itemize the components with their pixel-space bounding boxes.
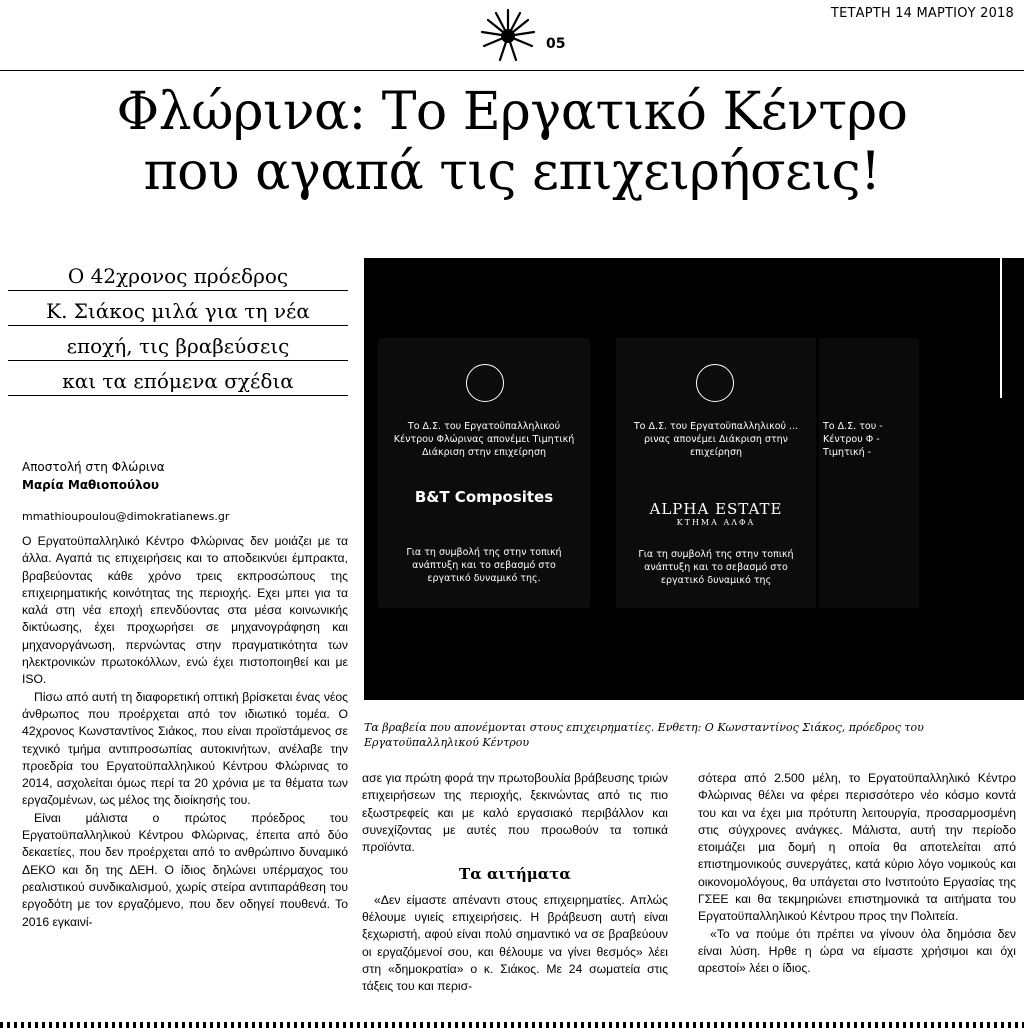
paragraph: Ο Εργατοϋπαλληλικό Κέντρο Φλώρινας δεν μοιάζει με τα άλλα. Αγαπά τις επιχειρήσεις και το αποδεικνύει έμπρακτα, βραβεύοντας κάθε χρόνο τρεις εκπροσώπους της επιχειρηματικής κοινότητας της περιοχής. Εχει μπει για τα καλά στη νέα εποχή επενδύοντας στα μέσα κοινωνικής δικτύωσης, έχει προχωρήσει σε μηχανογράφηση και μηχανοργάνωση, περνώντας στην πραγματικότητα των ηλεκτρονικών πρωτοκόλλων, ενώ έχει πιστοποιηθεί και με ISO.	[22, 534, 348, 687]
paragraph: Πίσω από αυτή τη διαφορετική οπτική βρίσκεται ένας νέος άνθρωπος που προέρχεται από τον ιδιωτικό τομέα. Ο 42χρονος Κωνσταντίνος Σιάκος, που είναι προϊστάμενος σε τεχνικό τμήμα αντιπροσωπίας αυτοκινήτων, ανέλαβε την προεδρία του Εργατοϋπαλληλικού Κέντρου Φλώρινας το 2014, ασχολείται όμως περί τα 20 χρόνια με τα θέματα των εργαζομένων, ως μέλος της διοίκησής του.	[22, 689, 348, 808]
plaque-emblem-icon	[466, 364, 504, 402]
byline-email[interactable]: mmathioupoulou@dimokratianews.gr	[22, 510, 230, 523]
award-plaque-3	[819, 338, 919, 608]
plaque-3-text: Το Δ.Σ. του - Κέντρου Φ - Τιμητική -	[823, 421, 883, 458]
header-rule	[0, 70, 1024, 71]
plaque-2-company	[624, 500, 808, 527]
inset-photo-frame	[1000, 258, 1024, 398]
headline-line-1: Φλώρινα: Το Εργατικό Κέντρο	[116, 82, 908, 142]
issue-date: ΤΕΤΑΡΤΗ 14 ΜΑΡΤΙΟΥ 2018	[830, 6, 1014, 21]
paragraph: «Το να πούμε ότι πρέπει να γίνουν όλα δημόσια δεν είναι λύση. Ηρθε η ώρα να είμαστε χρήσιμοι και όχι αρεστοί» λέει ο ίδιος.	[698, 926, 1016, 976]
section-heading: Τα αιτήματα	[459, 865, 571, 884]
plaque-1-reason: Για τη συμβολή της στην τοπική ανάπτυξη και το σεβασμό στο εργατικό δυναμικό της.	[406, 547, 562, 584]
headline-line-2: που αγαπά τις επιχειρήσεις!	[143, 142, 881, 202]
subhead-line: Κ. Σιάκος μιλά για τη νέα	[8, 299, 348, 326]
article-column-1	[22, 533, 348, 931]
award-plaque-1	[378, 338, 590, 608]
article-subhead	[8, 264, 348, 404]
subhead-line: Ο 42χρονος πρόεδρος	[8, 264, 348, 291]
awards-photo	[364, 258, 1024, 700]
paragraph: «Δεν είμαστε απέναντι στους επιχειρηματίες. Απλώς θέλουμε υγιείς επιχειρήσεις. Η βράβευση αυτή είναι ξεχωριστή, αφού είναι πολύ σημαντικό να σε βραβεύουν οι εργαζόμενοί σου, και θέλουμε να γίνει θεσμός» λέει στη «δημοκρατία» ο κ. Σιάκος. Με 24 σωματεία στις τάξεις του και περισ-	[362, 892, 668, 994]
award-plaque-2	[616, 338, 816, 608]
subhead-line: και τα επόμενα σχέδια	[8, 369, 348, 396]
page-number: 05	[546, 36, 566, 52]
article-column-2	[362, 770, 668, 996]
article-headline	[0, 82, 1024, 202]
plaque-2-company-name: ALPHA ESTATE	[649, 500, 783, 518]
plaque-2-company-sub: ΚΤΗΜΑ ΑΛΦΑ	[676, 518, 756, 527]
newspaper-sun-emblem-icon	[478, 6, 538, 64]
plaque-1-text: Το Δ.Σ. του Εργατοϋπαλληλικού Κέντρου Φλώρινας απονέμει Τιμητική Διάκριση στην επιχείρηση	[393, 421, 575, 458]
paragraph: Είναι μάλιστα ο πρώτος πρόεδρος του Εργατοϋπαλληλικού Κέντρου Φλώρινας, έπειτα από δύο δεκαετίες, που δεν προέρχεται από το ανθρώπινο δυναμικό ΔΕΚΟ και δη της ΔΕΗ. Ο ίδιος δηλώνει υπέρμαχος του ρεαλιστικού συνδικαλισμού, χωρίς στείρα αντιπαράθεση του εργοδότη με τον εργαζόμενο, που δεν οδηγεί πουθενά. Το 2016 εγκαινί-	[22, 810, 348, 929]
footer-decor-strip	[0, 1022, 1024, 1028]
plaque-2-text: Το Δ.Σ. του Εργατοϋπαλληλικού ... ρινας απονέμει Διάκριση στην επιχείρηση	[633, 421, 799, 458]
paragraph: ασε για πρώτη φορά την πρωτοβουλία βράβευσης τριών επιχειρήσεων της περιοχής, ξεκινώντας από τις πιο εξωστρεφείς και με καλό εργασιακό περιβάλλον και συνεχίζοντας με αυτές που προωθούν τα τοπικά προϊόντα.	[362, 771, 668, 855]
byline	[22, 458, 229, 526]
article-column-3	[698, 770, 1016, 978]
byline-author: Μαρία Μαθιοπούλου	[22, 478, 160, 492]
paragraph: σότερα από 2.500 μέλη, το Εργατοϋπαλληλικό Κέντρο Φλώρινας θέλει να φέρει περισσότερο νέο κόσμο κοντά του και να έχει μια πρότυπη λειτουργία, προσαρμοσμένη στις σύγχρονες ανάγκες. Μάλιστα, αυτή την περίοδο ετοιμάζει μια δομή η οποία θα αποτελείται από επιστημονικούς συνεργάτες, κατά κύριο λόγο νομικούς και οικονομολόγους, θα υπάγεται στο Ινστιτούτο Εργασίας της ΓΣΕΕ και θα τεκμηριώνει επιστημονικά τα αιτήματα του Εργατοϋπαλληλικού Κέντρου προς την Πολιτεία.	[698, 771, 1016, 924]
plaque-1-company: B&T Composites	[414, 488, 554, 506]
plaque-emblem-icon	[696, 364, 734, 402]
subhead-line: εποχή, τις βραβεύσεις	[8, 334, 348, 361]
photo-caption: Τα βραβεία που απονέμονται στους επιχειρηματίες. Ενθετη: Ο Κωνσταντίνος Σιάκος, πρόεδρος του Εργατοϋπαλληλικού Κέντρου	[364, 721, 924, 749]
byline-location: Αποστολή στη Φλώρινα	[22, 460, 165, 474]
plaque-2-reason: Για τη συμβολή της στην τοπική ανάπτυξη και το σεβασμό στο εργατικό δυναμικό της	[638, 549, 794, 586]
